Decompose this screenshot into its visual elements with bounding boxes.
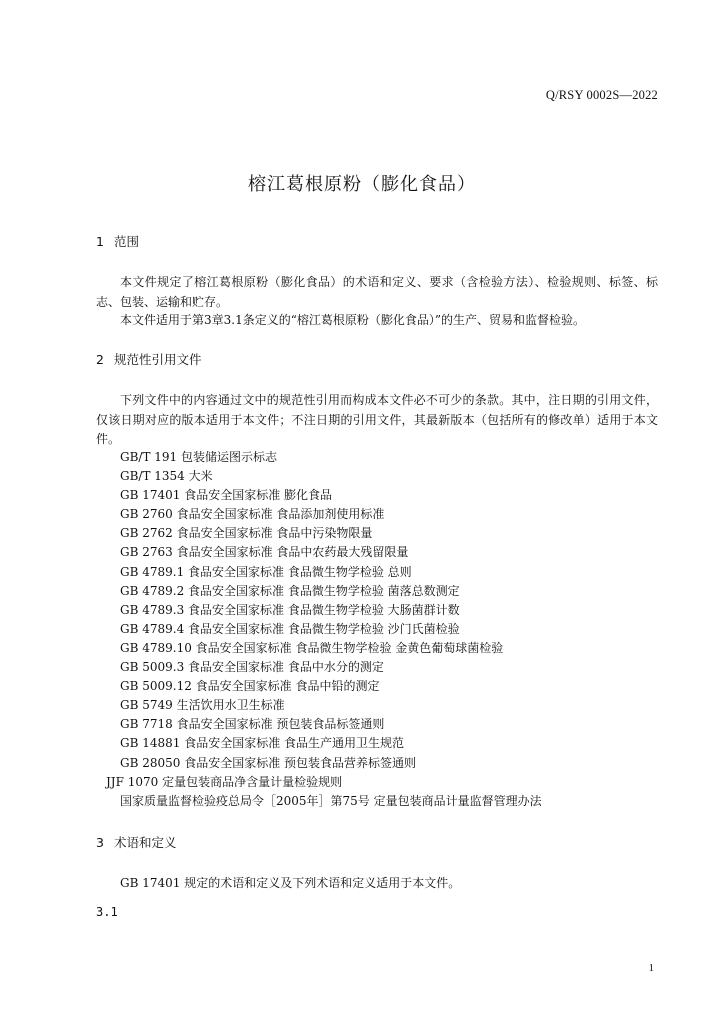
section-1-title: 范围 (114, 234, 140, 249)
reference-item: GB 2763 食品安全国家标准 食品中农药最大残留限量 (120, 545, 409, 560)
reference-item: GB 7718 食品安全国家标准 预包装食品标签通则 (120, 717, 385, 732)
reference-item: GB 5009.12 食品安全国家标准 食品中铅的测定 (120, 679, 380, 694)
reference-item: GB 4789.10 食品安全国家标准 食品微生物学检验 金黄色葡萄球菌检验 (120, 640, 504, 655)
terms-intro-paragraph: GB 17401 规定的术语和定义及下列术语和定义适用于本文件。 (120, 876, 461, 890)
section-3-number: 3 (96, 835, 104, 850)
section-3-heading (96, 833, 177, 851)
reference-item: GB 28050 食品安全国家标准 预包装食品营养标签通则 (120, 755, 417, 770)
subclause-number: 3.1 (96, 905, 118, 919)
reference-list (106, 448, 542, 811)
section-2-number: 2 (96, 352, 104, 367)
page-number: 1 (648, 962, 654, 974)
section-2-heading (96, 350, 202, 368)
reference-item: GB 4789.4 食品安全国家标准 食品微生物学检验 沙门氏菌检验 (120, 621, 460, 636)
reference-item: GB 14881 食品安全国家标准 食品生产通用卫生规范 (120, 736, 405, 751)
reference-item: GB 2762 食品安全国家标准 食品中污染物限量 (120, 526, 373, 541)
document-title: 榕江葛根原粉（膨化食品） (248, 174, 476, 196)
reference-item: GB/T 191 包装储运图示标志 (120, 450, 277, 464)
reference-item: JJF 1070 定量包装商品净含量计量检验规则 (106, 774, 343, 789)
reference-item: GB/T 1354 大米 (120, 469, 213, 484)
normative-references-intro: 下列文件中的内容通过文中的规范性引用而构成本文件必不可少的条款。其中，注日期的引用文件，仅该日期对应的版本适用于本文件；不注日期的引用文件，其最新版本（包括所有的修改单）适用于本文件。 (96, 393, 658, 446)
reference-item: GB 4789.2 食品安全国家标准 食品微生物学检验 菌落总数测定 (120, 583, 460, 598)
section-3-title: 术语和定义 (114, 835, 177, 850)
reference-item: GB 17401 食品安全国家标准 膨化食品 (120, 488, 333, 503)
reference-item: GB 5009.3 食品安全国家标准 食品中水分的测定 (120, 660, 384, 675)
document-code: Q/RSY 0002S—2022 (545, 88, 658, 102)
section-1-number: 1 (96, 234, 104, 249)
scope-paragraph-2: 本文件适用于第3章3.1条定义的“榕江葛根原粉（膨化食品）”的生产、贸易和监督检验。 (120, 313, 585, 327)
section-1-heading (96, 232, 139, 250)
scope-paragraph-1: 本文件规定了榕江葛根原粉（膨化食品）的术语和定义、要求（含检验方法）、检验规则、标签、标志、包装、运输和贮存。 (96, 275, 658, 309)
reference-item: GB 2760 食品安全国家标准 食品添加剂使用标准 (120, 507, 385, 522)
reference-item: 国家质量监督检验疫总局令［2005年］第75号 定量包装商品计量监督管理办法 (120, 793, 542, 808)
reference-item: GB 4789.3 食品安全国家标准 食品微生物学检验 大肠菌群计数 (120, 602, 460, 617)
reference-item: GB 5749 生活饮用水卫生标准 (120, 698, 285, 713)
reference-item: GB 4789.1 食品安全国家标准 食品微生物学检验 总则 (120, 564, 412, 579)
section-2-title: 规范性引用文件 (114, 352, 202, 367)
